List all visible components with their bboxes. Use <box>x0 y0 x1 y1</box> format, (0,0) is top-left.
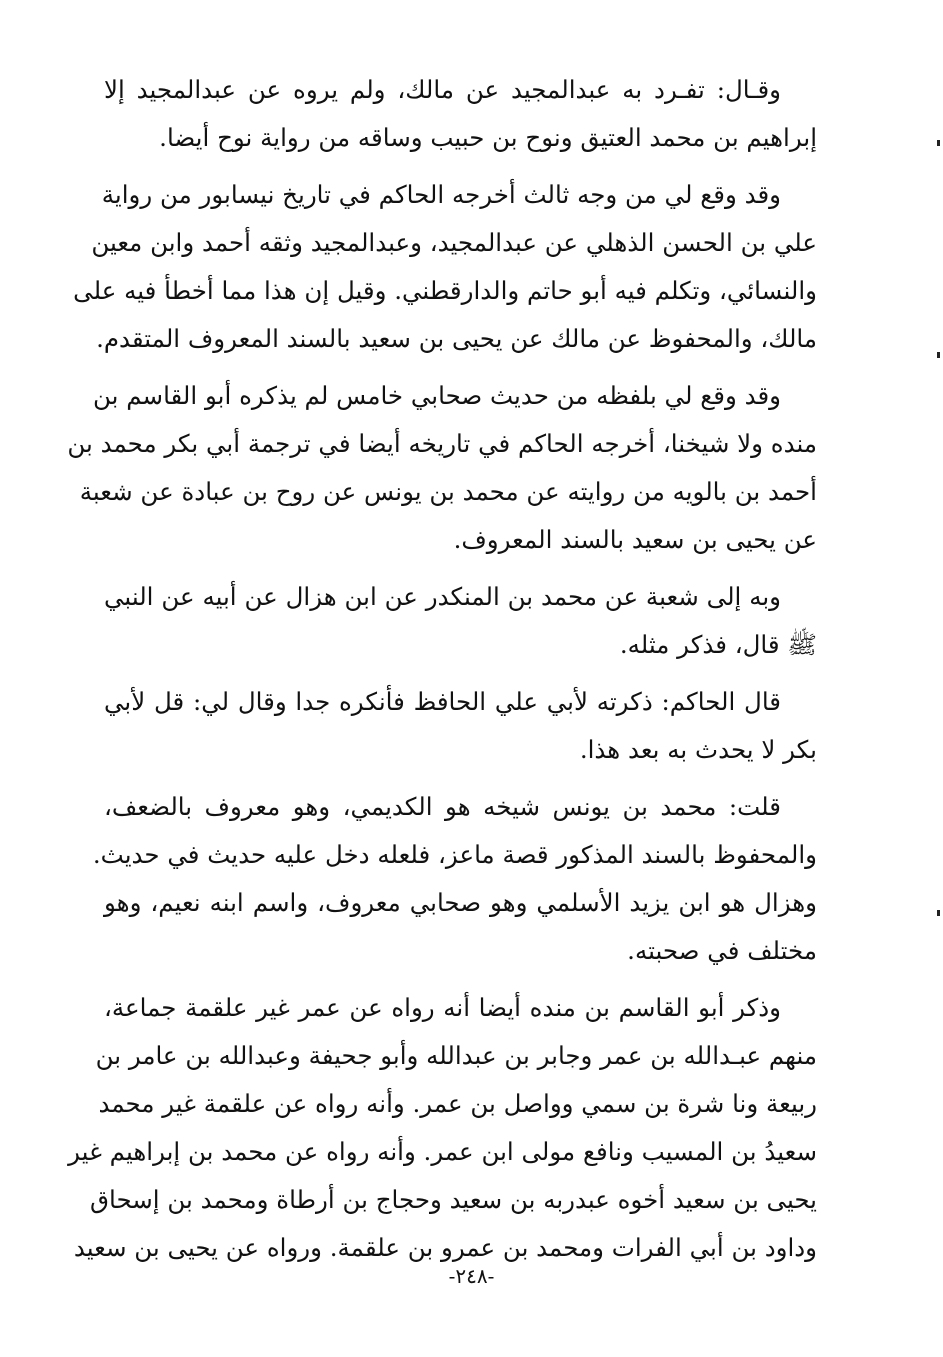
paragraph-6 <box>92 783 817 975</box>
text-line: مالك، والمحفوظ عن مالك عن يحيى بن سعيد بالسند المعروف المتقدم. <box>96 324 817 353</box>
text-line: منده ولا شيخنا، أخرجه الحاكم في تاريخه أيضا في ترجمة أبي بكر محمد بن <box>67 429 817 458</box>
text-line: وهزال هو ابن يزيد الأسلمي وهو صحابي معروف، واسم ابنه نعيم، وهو <box>104 888 817 917</box>
text-line: وذكر أبو القاسم بن منده أيضا أنه رواه عن عمر غير علقمة جماعة، <box>104 993 781 1022</box>
paragraph-2 <box>73 171 817 363</box>
text-line: أحمد بن بالويه من روايته عن محمد بن يونس عن روح بن عبادة عن شعبة <box>79 477 817 506</box>
text-line: إبراهيم بن محمد العتيق ونوح بن حبيب وساقه من رواية نوح أيضا. <box>159 123 817 152</box>
text-line: وبه إلى شعبة عن محمد بن المنكدر عن ابن هزال عن أبيه عن النبي <box>104 582 781 611</box>
text-line: والمحفوظ بالسند المذكور قصة ماعز، فلعله دخل عليه حديث في حديث. <box>92 840 817 869</box>
text-line: والنسائي، وتكلم فيه أبو حاتم والدارقطني. وقيل إن هذا مما أخطأ فيه على <box>73 276 817 305</box>
paragraph-3 <box>67 372 817 564</box>
text-line: وداود بن أبي الفرات ومحمد بن عمرو بن علقمة. ورواه عن يحيى بن سعيد <box>73 1233 817 1262</box>
text-line: منهم عبـدالله بن عمر وجابر بن عبدالله وأبو جحيفة وعبدالله بن عامر بن <box>95 1041 817 1070</box>
page-number: -٢٤٨- <box>448 1264 495 1288</box>
body-text <box>67 66 817 1281</box>
text-line: وقد وقع لي بلفظه من حديث صحابي خامس لم يذكره أبو القاسم بن <box>92 381 781 410</box>
text-line: عن يحيى بن سعيد بالسند المعروف. <box>453 525 817 554</box>
scan-edge-mark <box>937 910 940 916</box>
text-line: وقد وقع لي من وجه ثالث أخرجه الحاكم في تاريخ نيسابور من رواية <box>101 180 781 209</box>
text-line: سعيدُ بن المسيب ونافع مولى ابن عمر. وأنه رواه عن محمد بن إبراهيم غير <box>68 1137 817 1166</box>
text-line: يحيى بن سعيد أخوه عبدربه بن سعيد وحجاج بن أرطاة ومحمد بن إسحاق <box>89 1185 817 1214</box>
text-line: ﷺ قال، فذكر مثله. <box>619 630 817 659</box>
paragraph-1 <box>104 66 817 162</box>
text-line: قال الحاكم: ذكرته لأبي علي الحافظ فأنكره جدا وقال لي: قل لأبي <box>104 687 781 716</box>
text-line: قلت: محمد بن يونس شيخه هو الكديمي، وهو معروف بالضعف، <box>104 792 781 821</box>
paragraph-5 <box>104 678 817 774</box>
paragraph-7 <box>68 984 817 1272</box>
text-line: وقـال: تفـرد به عبدالمجيد عن مالك، ولم يروه عن عبدالمجيد إلا <box>104 75 781 104</box>
text-line: ربيعة ونا شرة بن سمي وواصل بن عمر. وأنه رواه عن علقمة غير محمد <box>98 1089 817 1118</box>
scan-edge-mark <box>937 140 940 146</box>
scan-edge-mark <box>937 352 940 358</box>
text-line: علي بن الحسن الذهلي عن عبدالمجيد، وعبدالمجيد وثقه أحمد وابن معين <box>91 228 817 257</box>
paragraph-4 <box>104 573 817 669</box>
text-line: مختلف في صحبته. <box>627 936 817 965</box>
text-line: بكر لا يحدث به بعد هذا. <box>579 735 817 764</box>
